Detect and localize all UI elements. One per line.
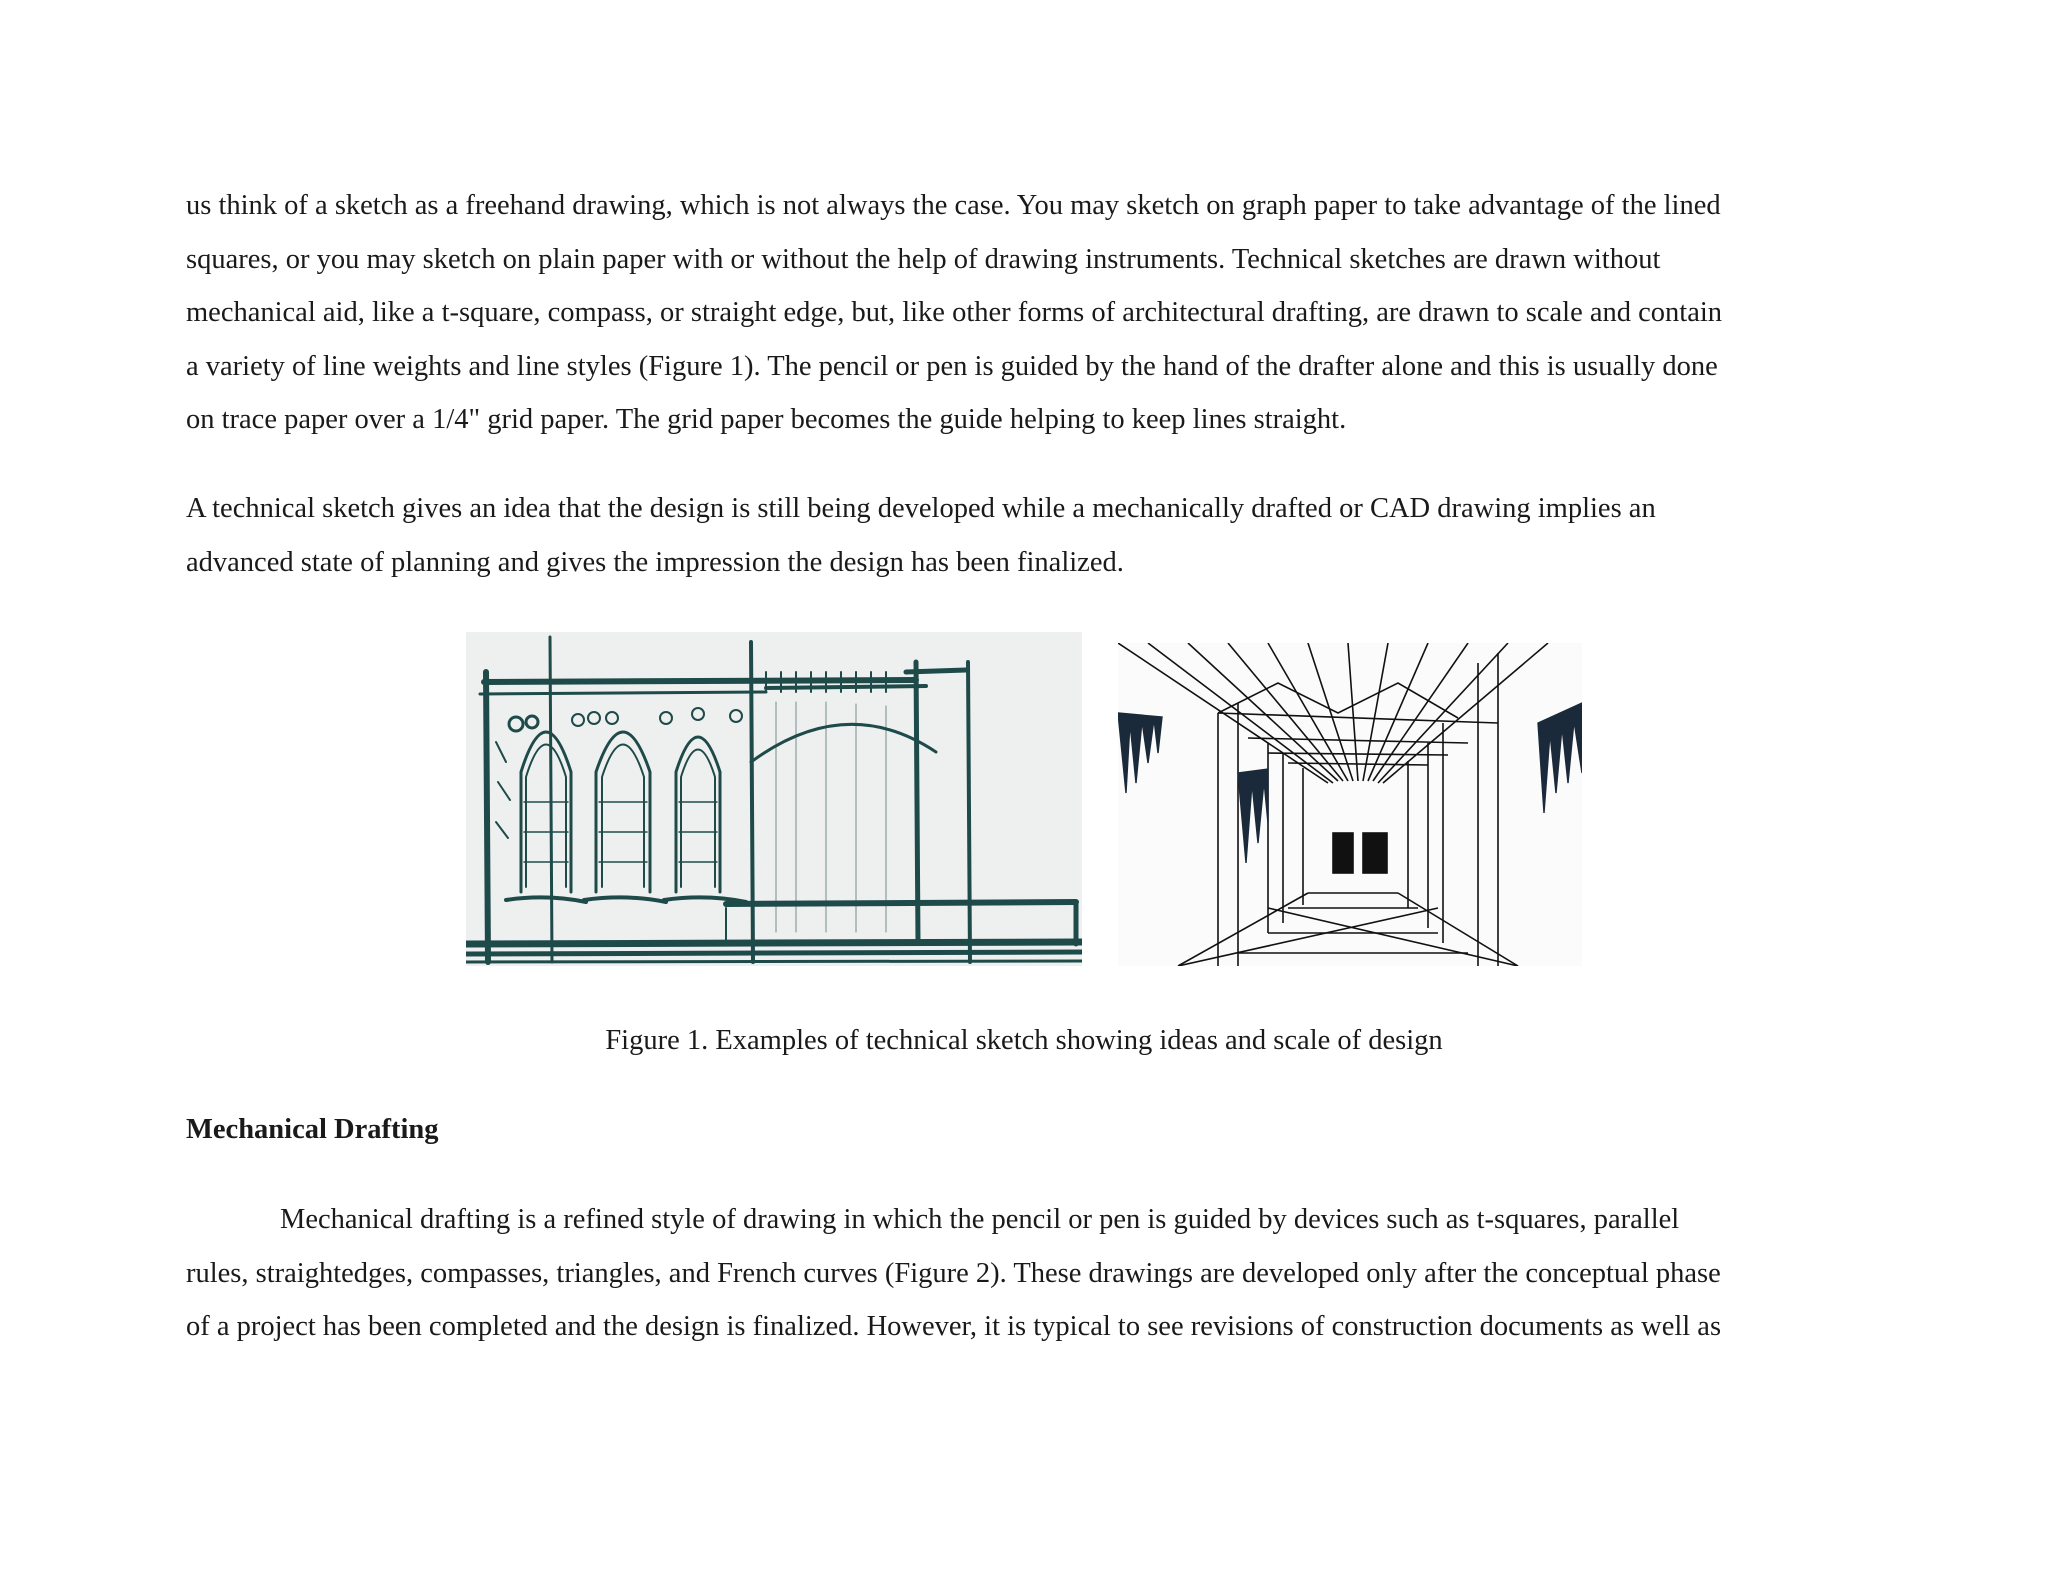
- text-line: mechanical aid, like a t-square, compass, or straight edge, but, like other forms of architectural drafting, are drawn to scale and contain: [186, 297, 1723, 328]
- body-paragraph-2: [186, 482, 1866, 589]
- body-paragraph-1: [186, 179, 1866, 447]
- figure-caption: Figure 1. Examples of technical sketch showing ideas and scale of design: [605, 1025, 1443, 1056]
- figure-1-elevation-sketch: [466, 632, 1082, 966]
- text-line: advanced state of planning and gives the impression the design has been finalized.: [186, 546, 1124, 578]
- elevation-sketch-drawing: [466, 632, 1082, 966]
- figure-1-perspective-sketch: [1118, 643, 1582, 966]
- text-line: A technical sketch gives an idea that the design is still being developed while a mechanically drafted or CAD drawing implies an: [186, 493, 1656, 524]
- text-line: a variety of line weights and line styles (Figure 1). The pencil or pen is guided by the hand of the drafter alone and this is usually done: [186, 350, 1718, 382]
- section-heading: Mechanical Drafting: [186, 1114, 439, 1145]
- text-line: on trace paper over a 1/4" grid paper. The grid paper becomes the guide helping to keep lines straight.: [186, 404, 1347, 435]
- perspective-sketch-drawing: [1118, 643, 1582, 966]
- text-line: us think of a sketch as a freehand drawing, which is not always the case. You may sketch on graph paper to take advantage of the lined: [186, 190, 1721, 221]
- text-line: rules, straightedges, compasses, triangles, and French curves (Figure 2). These drawings are developed only after the conceptual phase: [186, 1257, 1721, 1289]
- text-line: of a project has been completed and the design is finalized. However, it is typical to see revisions of construction documents as well as: [186, 1311, 1722, 1342]
- text-line: squares, or you may sketch on plain paper with or without the help of drawing instruments. Technical sketches are drawn without: [186, 243, 1661, 275]
- body-paragraph-3: [186, 1193, 1866, 1354]
- text-line: Mechanical drafting is a refined style of drawing in which the pencil or pen is guided by devices such as t-squares, parallel: [280, 1204, 1680, 1235]
